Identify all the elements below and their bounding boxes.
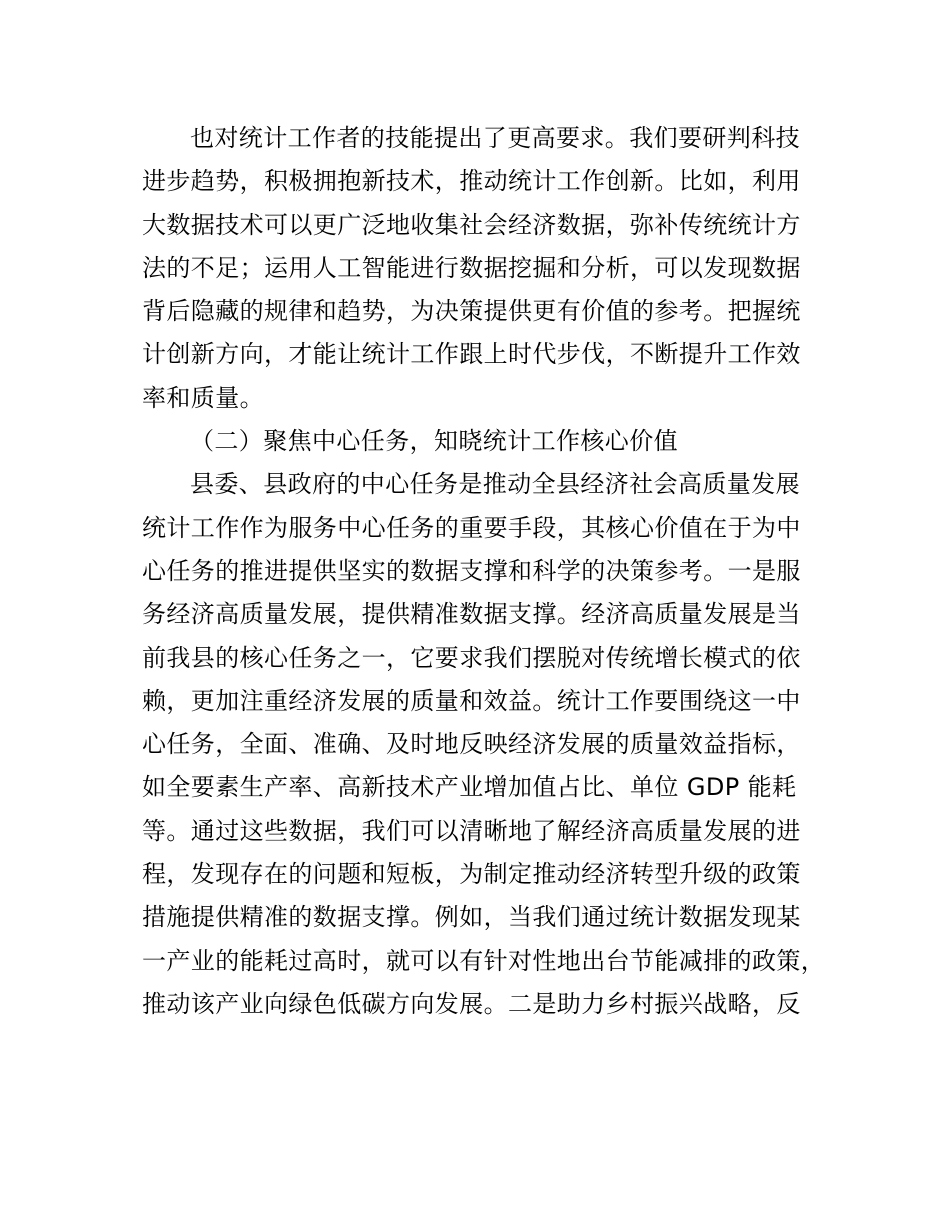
paragraph-line: 率和质量。 <box>142 383 264 412</box>
paragraph-line: 县委、县政府的中心任务是推动全县经济社会高质量发展 <box>190 470 800 499</box>
paragraph-line: 措施提供精准的数据支撑。例如，当我们通过统计数据发现某 <box>142 903 801 932</box>
paragraph-line: 等。通过这些数据，我们可以清晰地了解经济高质量发展的进 <box>142 816 801 845</box>
paragraph-line: 心任务的推进提供坚实的数据支撑和科学的决策参考。一是服 <box>142 556 801 585</box>
paragraph-line: 程，发现存在的问题和短板，为制定推动经济转型升级的政策 <box>142 860 801 889</box>
paragraph-line: 前我县的核心任务之一，它要求我们摆脱对传统增长模式的依 <box>142 643 801 672</box>
paragraph-line: 进步趋势，积极拥抱新技术，推动统计工作创新。比如，利用 <box>142 167 801 196</box>
paragraph-line: 也对统计工作者的技能提出了更高要求。我们要研判科技 <box>190 124 800 152</box>
paragraph-line: 大数据技术可以更广泛地收集社会经济数据，弥补传统统计方 <box>142 210 801 239</box>
paragraph-line: 赖，更加注重经济发展的质量和效益。统计工作要围绕这一中 <box>142 686 801 715</box>
paragraph-line: 计创新方向，才能让统计工作跟上时代步伐，不断提升工作效 <box>142 340 801 369</box>
paragraph-line: 统计工作作为服务中心任务的重要手段，其核心价值在于为中 <box>142 513 801 542</box>
paragraph-line: 推动该产业向绿色低碳方向发展。二是助力乡村振兴战略，反 <box>142 989 801 1018</box>
paragraph-line: 如全要素生产率、高新技术产业增加值占比、单位 GDP 能耗 <box>142 773 797 802</box>
paragraph-line: 法的不足；运用人工智能进行数据挖掘和分析，可以发现数据 <box>142 253 801 282</box>
section-heading: （二）聚焦中心任务，知晓统计工作核心价值 <box>190 427 678 456</box>
paragraph-line: 背后隐藏的规律和趋势，为决策提供更有价值的参考。把握统 <box>142 297 801 326</box>
paragraph-line: 一产业的能耗过高时，就可以有针对性地出台节能减排的政策， <box>142 946 826 975</box>
document-body <box>142 117 842 1026</box>
paragraph-line: 心任务，全面、准确、及时地反映经济发展的质量效益指标， <box>142 730 801 759</box>
paragraph-line: 务经济高质量发展，提供精准数据支撑。经济高质量发展是当 <box>142 600 801 629</box>
